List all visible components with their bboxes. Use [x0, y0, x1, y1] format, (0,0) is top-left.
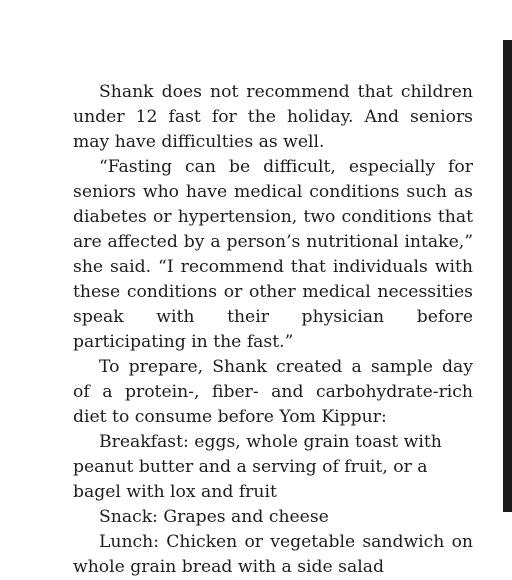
- paragraph-prepare: To prepare, Shank created a sample day of a protein-, fiber- and carbohydrate-rich diet to consume before Yom Kippur:: [73, 357, 473, 427]
- paragraph-lunch: Lunch: Chicken or vegetable sandwich on whole grain bread with a side salad: [73, 532, 473, 577]
- article-body: [73, 80, 473, 580]
- page-edge-shadow: [503, 40, 512, 512]
- paragraph-fasting-quote: “Fasting can be difficult, especially for seniors who have medical conditions such as diabetes or hypertension, two conditions that are affected by a person’s nutritional intake,” she said. “I recommend that individuals with these conditions or other medical necessities speak with their physician before participating in the fast.”: [73, 157, 473, 352]
- paragraph-snack: Snack: Grapes and cheese: [99, 507, 329, 527]
- paragraph-breakfast: Breakfast: eggs, whole grain toast with peanut butter and a serving of fruit, or a bagel with lox and fruit: [73, 432, 442, 502]
- paragraph-children-seniors: Shank does not recommend that children under 12 fast for the holiday. And seniors may have difficulties as well.: [73, 82, 473, 152]
